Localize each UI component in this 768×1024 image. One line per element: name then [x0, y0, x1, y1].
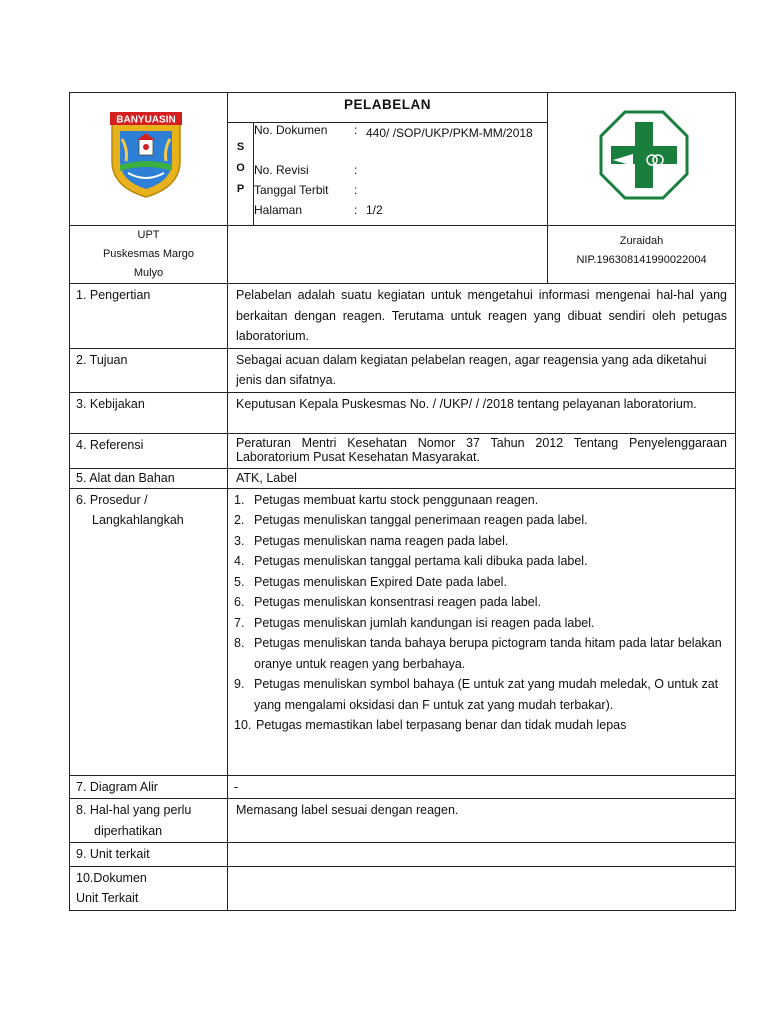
procedure-step [234, 510, 727, 531]
upt-line: Mulyo [133, 267, 164, 279]
prosedur-label [70, 488, 228, 775]
kebijakan-label: 3. Kebijakan [70, 392, 228, 433]
step-number: 8. [234, 636, 245, 650]
no-dokumen-label: No. Dokumen [254, 123, 328, 137]
unit-label: 9. Unit terkait [70, 843, 228, 867]
signature-cell [548, 226, 736, 284]
signer-nip: NIP.196308141990022004 [576, 254, 707, 266]
referensi-text: Peraturan Mentri Kesehatan Nomor 37 Tahun 2012 Tentang Penyelenggaraan Laboratorium Pusat Kesehatan Masyarakat. [228, 433, 736, 468]
alat-label: 5. Alat dan Bahan [70, 468, 228, 488]
document-meta [254, 123, 548, 226]
alat-text: ATK, Label [228, 468, 736, 488]
diagram-text: - [228, 775, 736, 799]
pengertian-text: Pelabelan adalah suatu kegiatan untuk mengetahui informasi mengenai hal-hal yang berkaitan dengan reagen. Terutama untuk reagen yang dibuat sendiri oleh petugas laboratorium. [228, 284, 736, 349]
prosedur-steps [228, 488, 736, 775]
upt-cell [70, 226, 228, 284]
procedure-step [234, 572, 727, 593]
dokumen-label [70, 866, 228, 910]
sop-header [69, 92, 736, 284]
procedure-step [234, 551, 727, 572]
procedure-step [234, 490, 727, 511]
step-number: 2. [234, 513, 245, 527]
procedure-step [234, 613, 727, 634]
hal-label [70, 799, 228, 843]
upt-line: UPT [137, 229, 160, 241]
dokumen-label-line: Unit Terkait [76, 891, 139, 905]
step-number: 10. [234, 718, 252, 732]
step-number: 7. [234, 615, 245, 630]
step-text: Petugas menuliskan nama reagen pada label. [254, 533, 509, 548]
page-title: PELABELAN [228, 93, 548, 123]
unit-text [228, 843, 736, 867]
step-text: Petugas menuliskan konsentrasi reagen pada label. [254, 595, 541, 609]
diagram-label: 7. Diagram Alir [70, 775, 228, 799]
kebijakan-text: Keputusan Kepala Puskesmas No. / /UKP/ / /2018 tentang pelayanan laboratorium. [228, 392, 736, 433]
colon: : [354, 163, 358, 177]
hal-label-line: diperhatikan [94, 823, 163, 838]
procedure-step [234, 715, 727, 736]
colon: : [354, 203, 358, 217]
hal-label-line: 8. Hal-hal yang perlu [76, 803, 192, 817]
tanggal-terbit-label: Tanggal Terbit [254, 183, 329, 197]
halaman-value: 1/2 [366, 203, 383, 217]
steps-list [234, 490, 727, 736]
step-number: 4. [234, 554, 245, 568]
hal-text: Memasang label sesuai dengan reagen. [228, 799, 736, 843]
puskesmas-cross-icon [599, 110, 689, 200]
tujuan-text: Sebagai acuan dalam kegiatan pelabelan reagen, agar reagensia yang ada diketahui jenis dan sifatnya. [228, 348, 736, 392]
step-text: Petugas menuliskan tanggal penerimaan reagen pada label. [254, 513, 588, 527]
prosedur-label-line: 6. Prosedur / [76, 492, 148, 507]
step-text: Petugas menuliskan tanggal pertama kali dibuka pada label. [254, 554, 588, 568]
referensi-label: 4. Referensi [70, 433, 228, 468]
sop-letter: S [236, 141, 245, 153]
no-revisi-label: No. Revisi [254, 163, 309, 177]
colon: : [354, 123, 358, 137]
step-text: Petugas membuat kartu stock penggunaan reagen. [254, 492, 539, 507]
tanggal-terbit-value [366, 183, 547, 203]
halaman-label: Halaman [254, 203, 303, 217]
sop-letter: O [236, 162, 245, 174]
step-text: Petugas memastikan label terpasang benar dan tidak mudah lepas [256, 718, 627, 732]
dokumen-text [228, 866, 736, 910]
banyuasin-emblem-icon [106, 109, 186, 199]
prosedur-label-line: Langkahlangkah [92, 513, 184, 527]
dokumen-label-line: 10.Dokumen [76, 870, 147, 885]
sop-letters [228, 123, 254, 226]
pengertian-label: 1. Pengertian [70, 284, 228, 349]
step-text: Petugas menuliskan tanda bahaya berupa pictogram tanda hitam pada latar belakan oranye untuk reagen yang berbahaya. [254, 636, 722, 671]
step-number: 1. [234, 492, 245, 507]
procedure-step [234, 592, 727, 613]
step-text: Petugas menuliskan symbol bahaya (E untuk zat yang mudah meledak, O untuk zat yang mengalami oksidasi dan F untuk zat yang mudah terbakar). [254, 677, 719, 712]
step-text: Petugas menuliskan Expired Date pada label. [254, 574, 507, 589]
sop-body [69, 283, 736, 911]
step-number: 9. [234, 677, 245, 691]
tujuan-label: 2. Tujuan [70, 348, 228, 392]
banyuasin-logo-cell [70, 93, 228, 226]
step-text: Petugas menuliskan jumlah kandungan isi reagen pada label. [254, 615, 595, 630]
no-revisi-value [366, 163, 547, 183]
colon: : [354, 183, 358, 197]
puskesmas-logo-cell [548, 93, 736, 226]
signer-name: Zuraidah [619, 235, 664, 247]
step-number: 5. [234, 574, 245, 589]
blank-cell [228, 226, 548, 284]
sop-letter: P [236, 183, 245, 195]
upt-line: Puskesmas Margo [102, 248, 195, 260]
sop-document [69, 92, 735, 911]
procedure-step [234, 531, 727, 552]
step-number: 3. [234, 533, 245, 548]
procedure-step [234, 633, 727, 674]
no-dokumen-value: 440/ /SOP/UKP/PKM-MM/2018 [366, 126, 533, 140]
step-number: 6. [234, 595, 245, 609]
procedure-step [234, 674, 727, 715]
banyuasin-logo-text: BANYUASIN [116, 114, 176, 126]
